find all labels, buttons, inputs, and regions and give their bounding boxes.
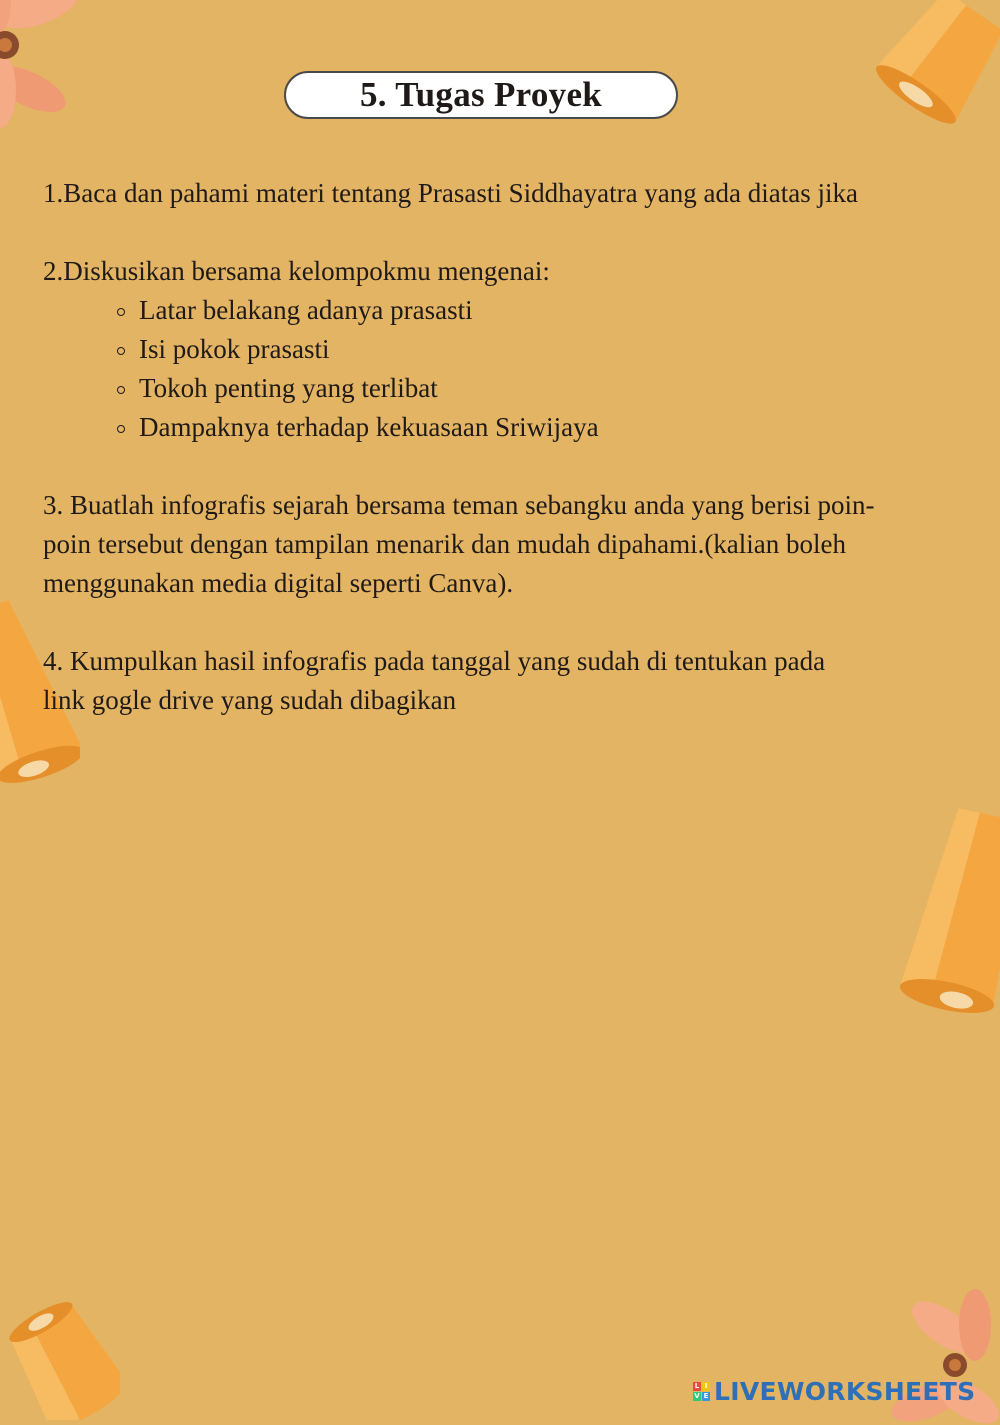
paper-lantern-icon — [895, 800, 1000, 1040]
task-item-3-line: menggunakan media digital seperti Canva). — [43, 568, 514, 598]
task-item-2: 2.Diskusikan bersama kelompokmu mengenai: — [43, 256, 550, 286]
bullet-marker — [117, 308, 125, 316]
bullet-text: Tokoh penting yang terlibat — [139, 373, 438, 403]
bullet-marker — [117, 347, 125, 355]
bullet-text: Latar belakang adanya prasasti — [139, 295, 473, 325]
bullet-item — [117, 330, 329, 369]
title-banner — [284, 71, 678, 119]
task-item-4-line: 4. Kumpulkan hasil infografis pada tanggal yang sudah di tentukan pada — [43, 646, 826, 676]
bullet-item — [117, 369, 438, 408]
task-item-1: 1.Baca dan pahami materi tentang Prasasti Siddhayatra yang ada diatas jika — [43, 178, 858, 208]
task-item-3-line: 3. Buatlah infografis sejarah bersama teman sebangku anda yang berisi poin- — [43, 490, 875, 520]
liveworksheets-logo-icon: L I V E — [694, 1381, 709, 1400]
bullet-marker — [117, 386, 125, 394]
task-item-4-line: link gogle drive yang sudah dibagikan — [43, 685, 457, 715]
watermark-text: LIVEWORKSHEETS — [714, 1376, 976, 1406]
bullet-text: Isi pokok prasasti — [139, 334, 330, 364]
bullet-marker — [117, 425, 125, 433]
task-item-3-line: poin tersebut dengan tampilan menarik dan mudah dipahami.(kalian boleh — [43, 529, 847, 559]
bullet-item — [117, 291, 473, 330]
page-title: 5. Tugas Proyek — [359, 75, 603, 114]
bullet-text: Dampaknya terhadap kekuasaan Sriwijaya — [139, 412, 599, 442]
flower-icon — [0, 0, 110, 130]
paper-lantern-icon — [0, 1295, 120, 1420]
paper-lantern-icon — [870, 0, 1000, 130]
bullet-item — [117, 408, 599, 447]
liveworksheets-watermark — [693, 1376, 975, 1406]
